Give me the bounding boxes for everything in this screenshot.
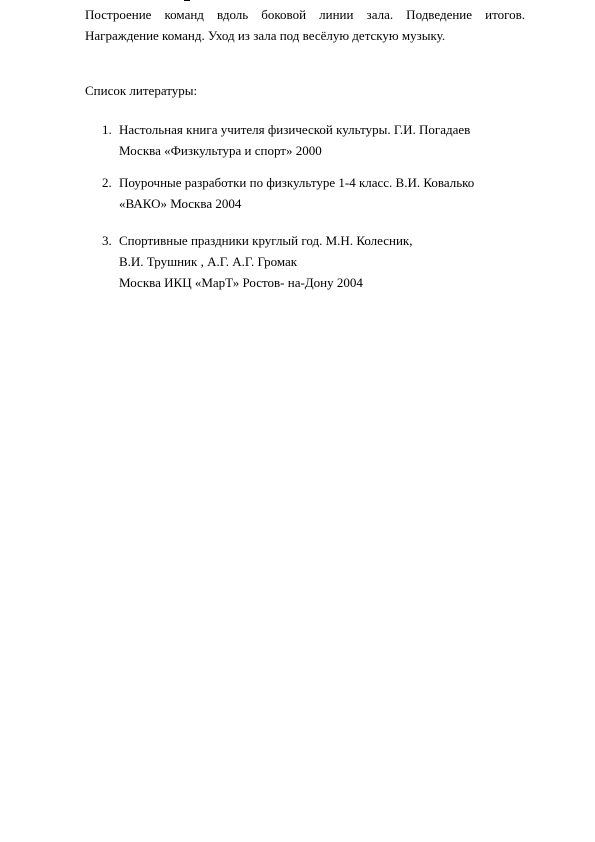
bibliography-heading: Список литературы: (85, 83, 198, 98)
bibliography-item-line: Москва ИКЦ «МарТ» Ростов- на-Дону 2004 (119, 275, 363, 290)
bibliography-item-number: 1. (102, 122, 112, 137)
bibliography-item-line: Спортивные праздники круглый год. М.Н. Колесник, (119, 233, 413, 248)
closing-paragraph (85, 4, 525, 46)
bibliography-item (85, 230, 525, 293)
bibliography-item-line: «ВАКО» Москва 2004 (119, 196, 242, 211)
bibliography-item-line: Поурочные разработки по физкультуре 1-4 класс. В.И. Ковалько (119, 175, 475, 190)
bibliography-item-number: 3. (102, 233, 112, 248)
paragraph-line: Награждение команд. Уход из зала под весёлую детскую музыку. (85, 28, 446, 43)
bibliography-list (85, 119, 525, 293)
bibliography-item-number: 2. (102, 175, 112, 190)
bibliography-item-line: Настольная книга учителя физической культуры. Г.И. Погадаев (119, 122, 471, 137)
page-top-mark (184, 0, 190, 1)
bibliography-item-line: Москва «Физкультура и спорт» 2000 (119, 143, 322, 158)
bibliography-item (85, 172, 525, 214)
bibliography-item (85, 119, 525, 161)
paragraph-line: Построение команд вдоль боковой линии зала. Подведение итогов. (85, 7, 525, 22)
bibliography-item-line: В.И. Трушник , А.Г. А.Г. Громак (119, 254, 298, 269)
